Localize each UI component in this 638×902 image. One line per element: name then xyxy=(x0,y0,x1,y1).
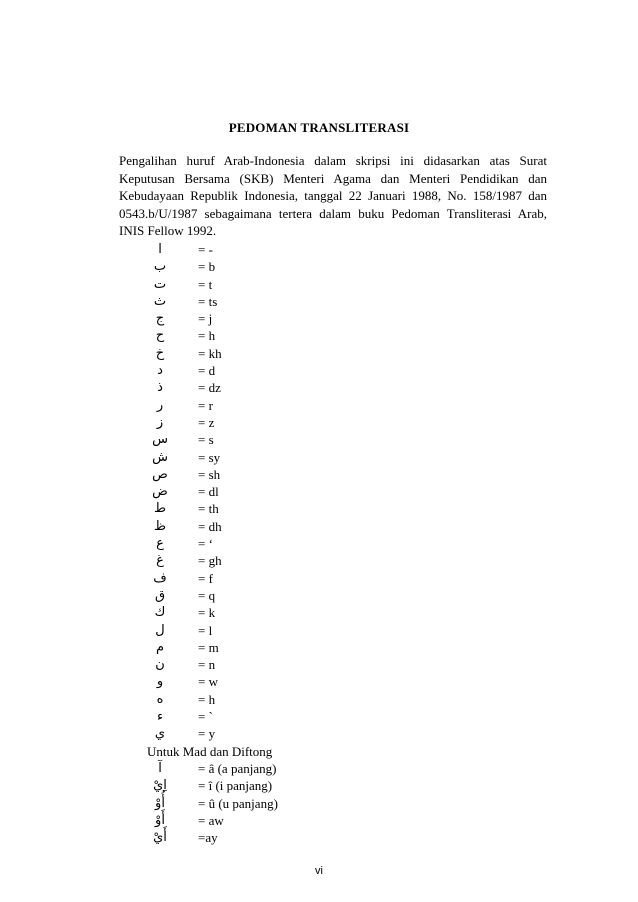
latin-equivalent: = - xyxy=(198,242,213,257)
arabic-letter: آ xyxy=(158,760,162,776)
transliteration-row xyxy=(147,258,347,275)
latin-equivalent: = y xyxy=(198,726,216,742)
arabic-letter: ف xyxy=(153,570,167,586)
latin-equivalent: = dh xyxy=(198,518,222,534)
transliteration-row xyxy=(147,622,347,639)
latin-equivalent: = q xyxy=(198,587,216,603)
latin-equivalent: = ` xyxy=(198,709,213,725)
arabic-letter: أَيْ xyxy=(153,830,167,846)
latin-equivalent: = dl xyxy=(198,484,219,500)
arabic-letter: أَوْ xyxy=(155,812,165,828)
transliteration-row xyxy=(147,327,347,344)
arabic-letter: ز xyxy=(156,414,164,430)
page-title: PEDOMAN TRANSLITERASI xyxy=(228,120,410,135)
latin-equivalent: = r xyxy=(198,397,213,413)
arabic-letter: ك xyxy=(154,605,166,621)
transliteration-row xyxy=(147,293,347,310)
arabic-letter: ت xyxy=(153,276,167,292)
transliteration-row xyxy=(147,656,347,673)
latin-equivalent: = ts xyxy=(198,293,218,309)
arabic-letter: ه xyxy=(156,691,164,707)
latin-equivalent: = dz xyxy=(198,380,221,396)
latin-equivalent: = b xyxy=(198,259,216,275)
latin-equivalent: = h xyxy=(198,328,216,344)
transliteration-row xyxy=(147,483,347,500)
arabic-letter: ر xyxy=(156,397,164,413)
latin-equivalent: = n xyxy=(198,657,216,673)
latin-equivalent: = î (i panjang) xyxy=(198,778,273,794)
transliteration-row xyxy=(147,812,347,829)
transliteration-row xyxy=(147,345,347,362)
arabic-letter: ا xyxy=(158,242,162,257)
arabic-letter: ض xyxy=(152,484,168,500)
latin-equivalent: = l xyxy=(198,622,213,638)
arabic-letter: ص xyxy=(152,466,168,482)
arabic-letter: ظ xyxy=(153,518,167,534)
transliteration-row xyxy=(147,310,347,327)
arabic-letter: ج xyxy=(155,311,165,327)
transliteration-row xyxy=(147,449,347,466)
letters-list xyxy=(147,241,347,743)
transliteration-row xyxy=(147,639,347,656)
latin-equivalent: = h xyxy=(198,691,216,707)
transliteration-row xyxy=(147,362,347,379)
arabic-letter: ط xyxy=(153,501,167,517)
mad-heading: Untuk Mad dan Diftong xyxy=(147,743,273,759)
latin-equivalent: = t xyxy=(198,276,213,292)
latin-equivalent: = z xyxy=(198,414,215,430)
transliteration-row xyxy=(147,518,347,535)
transliteration-row xyxy=(147,431,347,448)
transliteration-row xyxy=(147,725,347,742)
arabic-letter: س xyxy=(152,432,168,448)
transliteration-row xyxy=(147,535,347,552)
latin-equivalent: = th xyxy=(198,501,219,517)
latin-equivalent: = û (u panjang) xyxy=(198,795,278,811)
arabic-letter: ع xyxy=(156,536,164,552)
arabic-letter: ح xyxy=(155,328,165,344)
arabic-letter: د xyxy=(157,363,163,379)
latin-equivalent: = s xyxy=(198,432,214,448)
transliteration-row xyxy=(147,587,347,604)
transliteration-row xyxy=(147,241,347,258)
arabic-letter: اِيْ xyxy=(153,778,167,794)
latin-equivalent: = aw xyxy=(198,812,224,828)
transliteration-row xyxy=(147,500,347,517)
transliteration-row xyxy=(147,397,347,414)
latin-equivalent: = m xyxy=(198,639,219,655)
arabic-letter: م xyxy=(155,639,165,655)
arabic-letter: ء xyxy=(156,709,164,725)
arabic-letter: ب xyxy=(153,259,167,275)
arabic-letter: غ xyxy=(156,553,164,569)
transliteration-row xyxy=(147,673,347,690)
arabic-letter: و xyxy=(156,674,164,690)
transliteration-table xyxy=(147,241,347,846)
arabic-letter: ق xyxy=(154,587,166,603)
transliteration-row xyxy=(147,466,347,483)
transliteration-row xyxy=(147,708,347,725)
arabic-letter: ل xyxy=(155,622,165,638)
latin-equivalent: = ‘ xyxy=(198,536,213,552)
arabic-letter: ذ xyxy=(157,380,163,396)
mad-list xyxy=(147,760,347,846)
arabic-letter: ث xyxy=(153,293,167,309)
arabic-letter: ي xyxy=(154,726,166,742)
latin-equivalent: = f xyxy=(198,570,213,586)
arabic-letter: خ xyxy=(155,345,165,361)
latin-equivalent: =ay xyxy=(198,830,218,846)
arabic-letter: ش xyxy=(152,449,168,465)
transliteration-row xyxy=(147,414,347,431)
intro-paragraph: Pengalihan huruf Arab-Indonesia dalam skripsi ini didasarkan atas Surat Keputusan Bersama (SKB) Menteri Agama dan Menteri Pendidikan dan Kebudayaan Republik Indonesia, tanggal 22 Januari 1988, No. 158/1987 dan 0543.b/U/1987 sebagaimana tertera dalam buku Pedoman Transliterasi Arab, INIS Fellow 1992. xyxy=(119,153,547,238)
arabic-letter: ن xyxy=(155,657,165,673)
latin-equivalent: = w xyxy=(198,674,218,690)
transliteration-row xyxy=(147,379,347,396)
latin-equivalent: = gh xyxy=(198,553,222,569)
latin-equivalent: = sy xyxy=(198,449,221,465)
latin-equivalent: = k xyxy=(198,605,216,621)
transliteration-row xyxy=(147,829,347,846)
page-number: vi xyxy=(315,865,323,877)
latin-equivalent: = kh xyxy=(198,345,222,361)
latin-equivalent: = d xyxy=(198,363,216,379)
latin-equivalent: = â (a panjang) xyxy=(198,760,277,776)
transliteration-row xyxy=(147,691,347,708)
transliteration-row xyxy=(147,777,347,794)
transliteration-row xyxy=(147,570,347,587)
transliteration-row xyxy=(147,760,347,777)
latin-equivalent: = sh xyxy=(198,466,221,482)
transliteration-row xyxy=(147,552,347,569)
latin-equivalent: = j xyxy=(198,311,213,327)
transliteration-row xyxy=(147,795,347,812)
transliteration-row xyxy=(147,276,347,293)
transliteration-row xyxy=(147,604,347,621)
arabic-letter: أُوْ xyxy=(155,795,165,811)
